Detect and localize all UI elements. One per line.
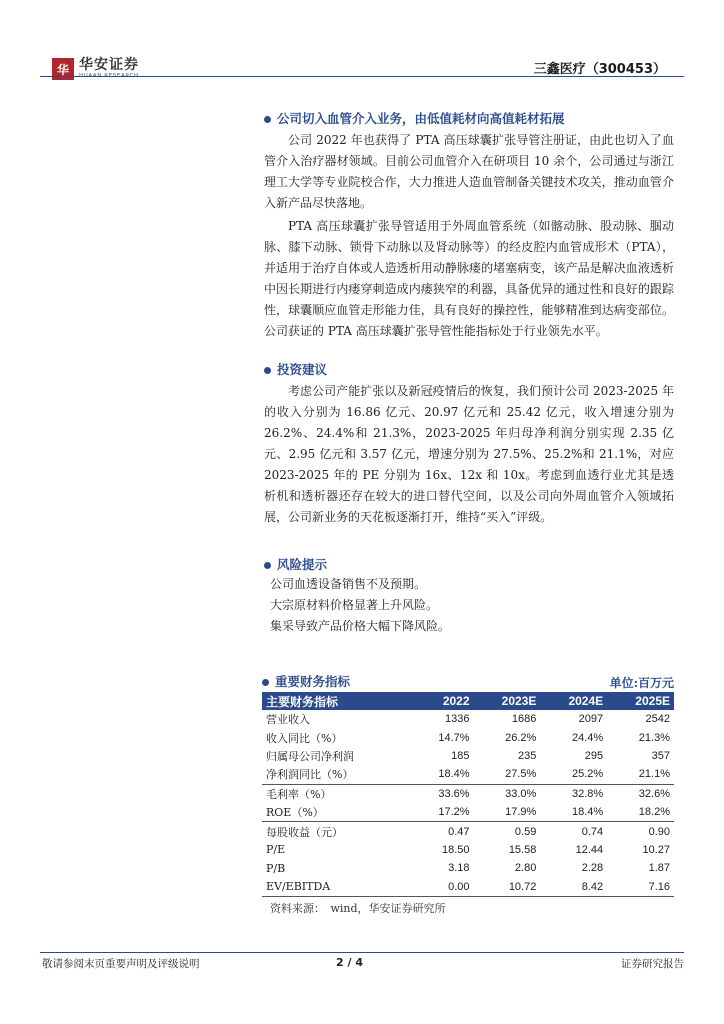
- bullet-icon: [264, 367, 271, 374]
- table-cell: 18.50: [442, 843, 470, 856]
- table-row: [262, 803, 674, 822]
- table-row: [262, 728, 674, 746]
- table-row: [262, 765, 674, 784]
- column-header: 2024E: [540, 692, 607, 710]
- table-cell: 18.4%: [438, 768, 470, 781]
- table-cell: 185: [451, 749, 470, 762]
- table-cell: 21.1%: [638, 768, 670, 781]
- paragraph: 公司 2022 年也获得了 PTA 高压球囊扩张导管注册证，由此也切入了血管介入治疗器材领域。目前公司血管介入在研项目 10 余个，公司通过与浙江理工大学等专业院校合作，大力推进人造血管制备关键技术攻关，推动血管介入新产品尽快落地。: [264, 133, 674, 210]
- footer-disclaimer: 敬请参阅末页重要声明及评级说明: [42, 958, 200, 970]
- table-row: [262, 822, 674, 841]
- table-cell: 26.2%: [505, 731, 537, 744]
- company-title: 三鑫医疗（300453）: [533, 62, 666, 77]
- table-cell: 0.74: [540, 822, 607, 841]
- table-cell: 1336: [445, 713, 470, 726]
- logo-mark: 华: [52, 58, 74, 80]
- section-risk-warning: [264, 556, 674, 637]
- table-cell: 7.16: [607, 878, 674, 897]
- table-cell: 357: [651, 749, 670, 762]
- table-row: [262, 710, 674, 728]
- column-header: 2023E: [474, 692, 541, 710]
- paragraph: PTA 高压球囊扩张导管适用于外周血管系统（如髂动脉、股动脉、腘动脉、膝下动脉、锁骨下动脉以及肾动脉等）的经皮腔内血管成形术（PTA），并适用于治疗自体或人造透析用动静脉瘘的堵塞病变，该产品是解决血液透析中因长期进行内瘘穿刺造成内瘘狭窄的利器，具备优异的通过性和良好的跟踪性，球囊顺应血管走形能力佳，具有良好的操控性，能够精准到达病变部位。公司获证的 PTA 高压球囊扩张导管性能指标处于行业领先水平。: [264, 219, 674, 338]
- table-cell: 2542: [645, 713, 670, 726]
- risk-item: 公司血透设备销售不及预期。: [270, 577, 427, 591]
- paragraph: 考虑公司产能扩张以及新冠疫情后的恢复，我们预计公司 2023-2025 年的收入分别为 16.86 亿元、20.97 亿元和 25.42 亿元，收入增速分别为 26.2%、24.4%和 21.3%，2023-2025 年归母净利润分别实现 2.35 亿元、2.95 亿元和 3.57 亿元，增速分别为 27.5%、25.2%和 21.1%，对应 2023-2025 年的 PE 分别为 16x、12x 和 10x。考虑到血透行业尤其是透析机和透析器还存在较大的进口替代空间，以及公司向外周血管介入领域拓展，公司新业务的天花板逐渐打开，维持“买入”评级。: [264, 384, 674, 524]
- table-cell: 18.4%: [571, 806, 604, 819]
- data-source: 资料来源： wind，华安证券研究所: [270, 901, 446, 915]
- bullet-icon: [262, 679, 269, 686]
- footer-divider: [40, 952, 684, 953]
- column-header: 主要财务指标: [262, 692, 412, 710]
- table-cell: 15.58: [508, 843, 537, 856]
- table-cell: 17.2%: [438, 806, 470, 819]
- table-cell: 21.3%: [638, 731, 670, 744]
- table-row: [262, 859, 674, 877]
- table-cell: 8.42: [540, 878, 607, 897]
- table-cell: 0.47: [412, 822, 473, 841]
- table-unit: 单位:百万元: [609, 675, 674, 690]
- table-cell: 0.00: [412, 878, 473, 897]
- financial-table: [262, 692, 674, 897]
- table-row: [262, 878, 674, 897]
- table-cell: 0.59: [474, 822, 541, 841]
- table-cell: 12.44: [575, 843, 604, 856]
- financial-indicators: [262, 672, 674, 916]
- row-label: 毛利率（%）: [262, 784, 412, 803]
- table-row: [262, 747, 674, 765]
- table-row: [262, 784, 674, 803]
- table-cell: 2097: [578, 713, 604, 726]
- table-cell: 33.0%: [474, 784, 541, 803]
- footer-report-type: 证券研究报告: [621, 958, 684, 970]
- row-label: 归属母公司净利润: [266, 749, 354, 763]
- table-cell: 18.2%: [638, 806, 670, 819]
- row-label: P/B: [266, 861, 286, 875]
- table-cell: 27.5%: [505, 768, 537, 781]
- table-cell: 235: [517, 749, 537, 762]
- table-cell: 17.9%: [505, 806, 537, 819]
- table-cell: 33.6%: [412, 784, 473, 803]
- table-cell: 0.90: [607, 822, 674, 841]
- table-cell: 1.87: [648, 862, 670, 875]
- table-row: [262, 841, 674, 859]
- row-label: 净利润同比（%）: [266, 768, 354, 782]
- column-header: 2022: [412, 692, 473, 710]
- page-number: 2 / 4: [336, 956, 363, 969]
- table-cell: 10.72: [474, 878, 541, 897]
- table-cell: 25.2%: [571, 768, 604, 781]
- header-divider: [40, 76, 684, 77]
- logo-english-name: HUAAN RESEARCH: [79, 73, 139, 79]
- section-title: 风险提示: [277, 557, 328, 572]
- table-cell: 32.6%: [607, 784, 674, 803]
- section-investment-advice: [264, 361, 674, 528]
- table-cell: 10.27: [642, 843, 670, 856]
- row-label: P/E: [266, 843, 286, 857]
- table-cell: 2.80: [514, 862, 537, 875]
- row-label: EV/EBITDA: [262, 878, 412, 897]
- table-cell: 1686: [511, 713, 537, 726]
- section-vascular-intervention: [264, 110, 674, 342]
- table-cell: 32.8%: [540, 784, 607, 803]
- section-title: 投资建议: [277, 362, 328, 377]
- bullet-icon: [264, 562, 271, 569]
- table-cell: 295: [584, 749, 604, 762]
- table-cell: 2.28: [581, 862, 604, 875]
- row-label: 收入同比（%）: [266, 731, 343, 745]
- table-cell: 14.7%: [438, 731, 470, 744]
- bullet-icon: [264, 116, 271, 123]
- section-title: 公司切入血管介入业务，由低值耗材向高值耗材拓展: [277, 111, 565, 126]
- column-header: 2025E: [607, 692, 674, 710]
- table-cell: 24.4%: [571, 731, 604, 744]
- table-cell: 3.18: [448, 862, 470, 875]
- table-header-row: [262, 692, 674, 710]
- row-label: 营业收入: [266, 713, 310, 727]
- risk-item: 大宗原材料价格显著上升风险。: [270, 598, 439, 612]
- risk-item: 集采导致产品价格大幅下降风险。: [270, 619, 451, 633]
- row-label: ROE（%）: [266, 806, 324, 820]
- table-title: 重要财务指标: [275, 674, 351, 689]
- logo-chinese-name: 华安证券: [79, 57, 139, 73]
- row-label: 每股收益（元）: [262, 822, 412, 841]
